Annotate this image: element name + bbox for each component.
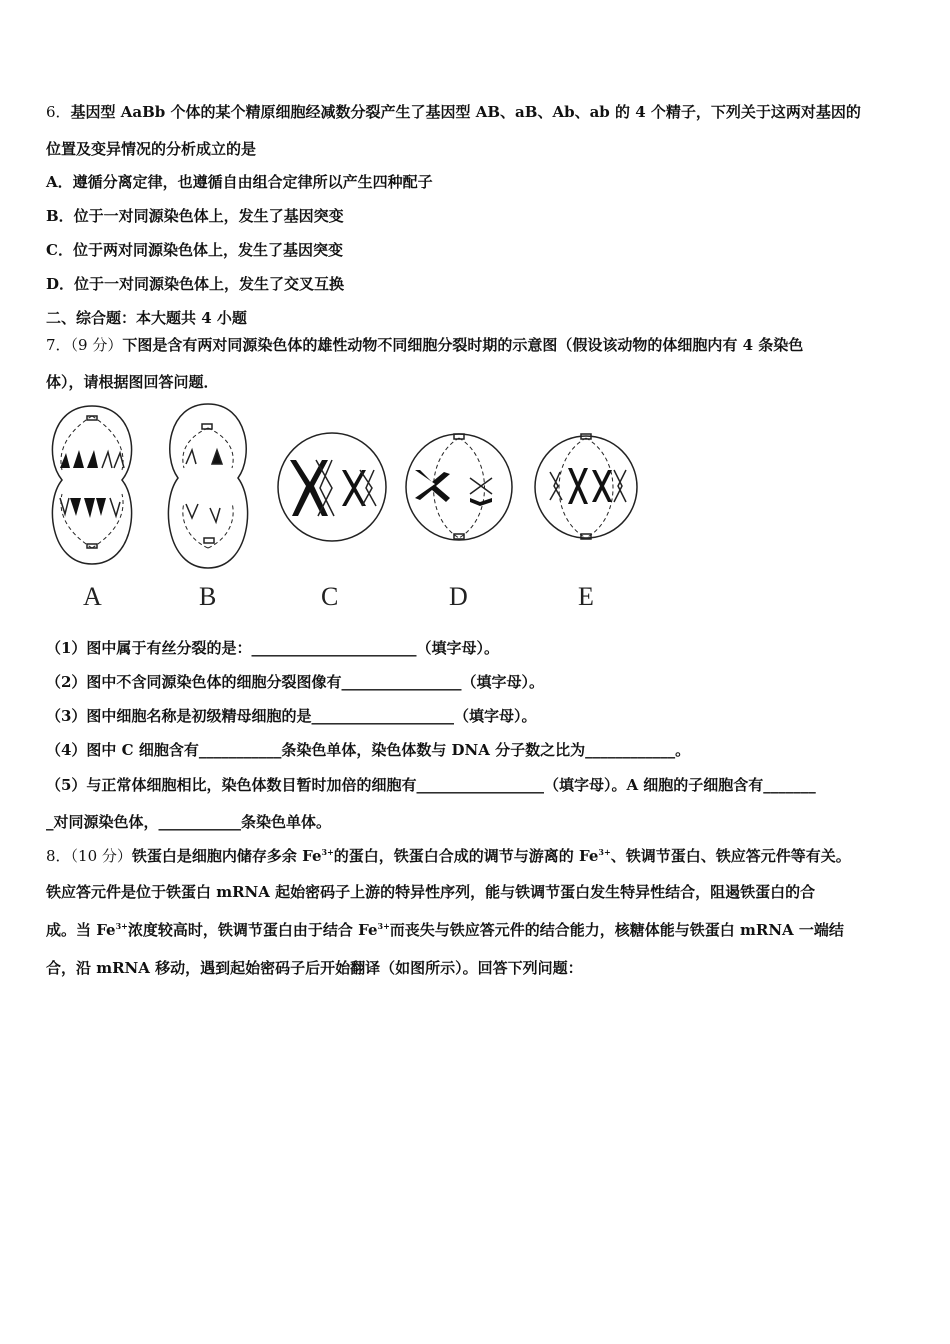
q6-option-b: B．位于一对同源染色体上，发生了基因突变 [46, 207, 344, 225]
q6-stem-line2: 位置及变异情况的分析成立的是 [46, 140, 257, 158]
question-number: 8．（10 分） [46, 847, 132, 865]
q8-text: 而丧失与铁应答元件的结合能力，核糖体能与铁蛋白 mRNA 一端结 [389, 921, 844, 939]
question-number: 7．（9 分） [46, 336, 123, 354]
q8-text: 铁蛋白是细胞内储存多余 Fe [131, 847, 322, 865]
superscript: 3+ [321, 847, 334, 857]
q8-text: 的蛋白，铁蛋白合成的调节与游离的 Fe [333, 847, 599, 865]
superscript: 3+ [377, 921, 390, 931]
q7-sub-4: （4）图中 C 细胞含有___________条染色单体，染色体数与 DNA 分子数之比为____________。 [46, 741, 691, 759]
q8-line1 [46, 846, 851, 866]
superscript: 3+ [115, 921, 128, 931]
figure-label-d: D [449, 582, 468, 611]
q7-sub-3: （3）图中细胞名称是初级精母细胞的是___________________（填字母）。 [46, 707, 537, 725]
question-number: 6． [46, 103, 71, 121]
q7-text: 下图是含有两对同源染色体的雄性动物不同细胞分裂时期的示意图（假设该动物的体细胞内有 4 条染色 [122, 336, 804, 354]
cell-e [535, 434, 637, 539]
q6-option-c: C．位于两对同源染色体上，发生了基因突变 [46, 241, 343, 259]
q7-stem-line2: 体），请根据图回答问题． [46, 373, 219, 391]
q8-text: 浓度较高时，铁调节蛋白由于结合 Fe [127, 921, 378, 939]
cell-a [52, 406, 131, 564]
q8-line4: 合，沿 mRNA 移动，遇到起始密码子后开始翻译（如图所示）。回答下列问题： [46, 959, 583, 977]
cell-b [168, 404, 247, 568]
superscript: 3+ [598, 847, 611, 857]
q7-sub-5: （5）与正常体细胞相比，染色体数目暂时加倍的细胞有_________________（填字母）。A 细胞的子细胞含有_______ [46, 776, 816, 794]
q7-sub-2: （2）图中不含同源染色体的细胞分裂图像有________________（填字母）。 [46, 673, 544, 691]
q6-stem-line1 [46, 102, 861, 122]
cell-d [406, 434, 512, 540]
q8-text: 、铁调节蛋白、铁应答元件等有关。 [610, 847, 851, 865]
cell-division-figure [40, 398, 660, 618]
section-heading: 二、综合题：本大题共 4 小题 [46, 309, 247, 327]
q8-line3 [46, 920, 844, 940]
figure-label-e: E [578, 582, 594, 611]
figure-label-b: B [199, 582, 217, 611]
figure-label-a: A [83, 582, 102, 611]
q8-text: 成。当 Fe [46, 921, 116, 939]
q7-sub-1: （1）图中属于有丝分裂的是：______________________（填字母）。 [46, 639, 499, 657]
q7-stem-line1 [46, 335, 803, 355]
figure-label-c: C [321, 582, 339, 611]
cell-c [278, 433, 386, 541]
q7-sub-5-cont: _对同源染色体，___________条染色单体。 [46, 813, 332, 831]
q6-option-d: D．位于一对同源染色体上，发生了交叉互换 [46, 275, 345, 293]
q8-line2: 铁应答元件是位于铁蛋白 mRNA 起始密码子上游的特异性序列，能与铁调节蛋白发生特异性结合，阻遏铁蛋白的合 [46, 883, 816, 901]
q6-text: 基因型 AaBb 个体的某个精原细胞经减数分裂产生了基因型 AB、aB、Ab、ab 的 4 个精子，下列关于这两对基因的 [70, 103, 861, 121]
q6-option-a: A．遵循分离定律，也遵循自由组合定律所以产生四种配子 [46, 173, 433, 191]
